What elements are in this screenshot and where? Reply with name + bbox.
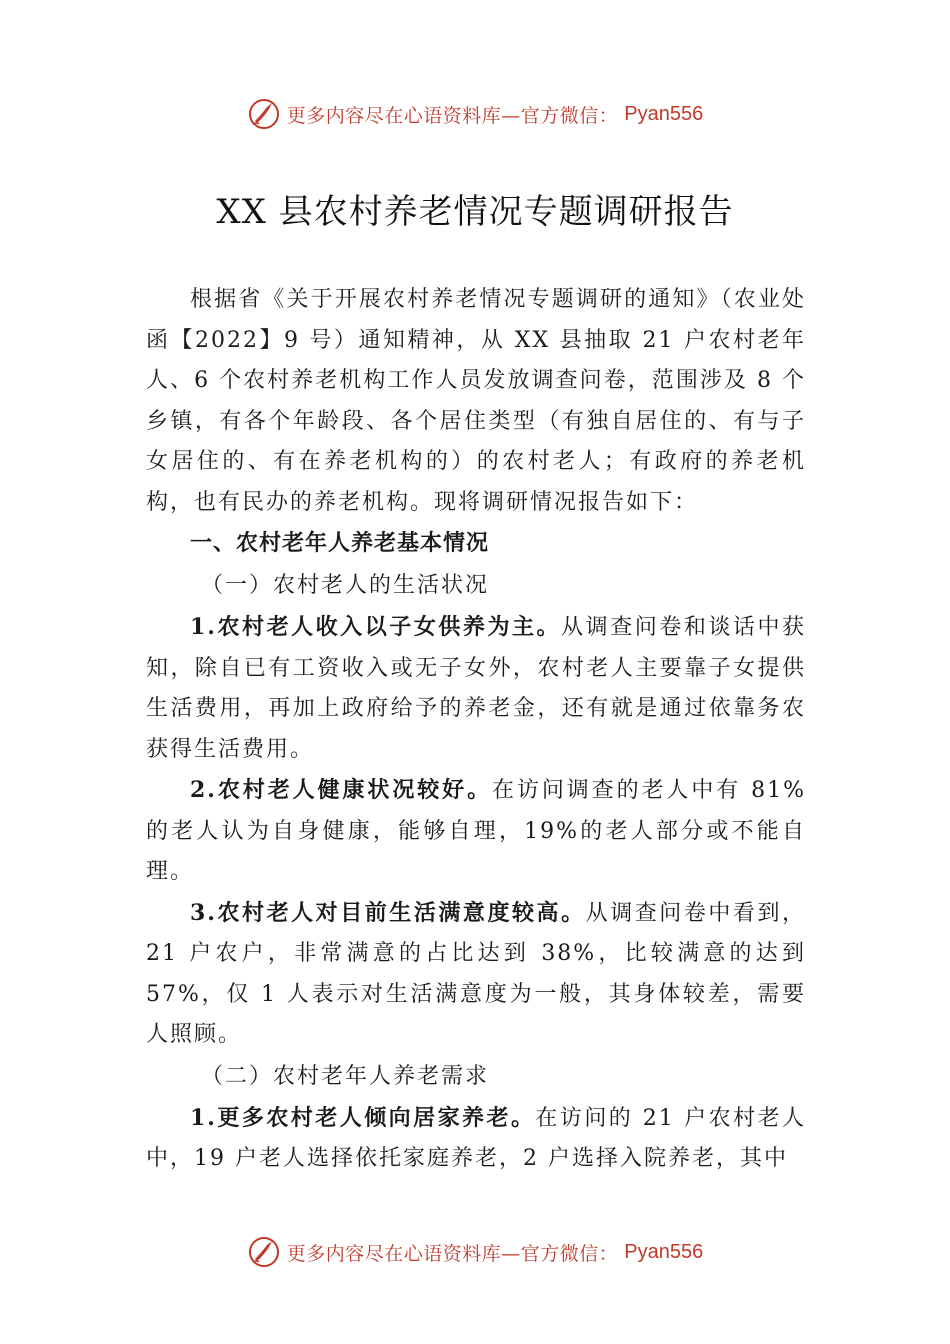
brush-logo-icon xyxy=(247,1235,281,1269)
item-body: 从调查问卷和谈话中获知，除自已有工资收入或无子女外，农村老人主要靠子女提供生活费用，再加上政府给予的养老金，还有就是通过依靠务农获得生活费用。 xyxy=(146,615,806,762)
item-body: 在访问调查的老人中有 81%的老人认为自身健康，能够自理，19%的老人部分或不能自理。 xyxy=(146,778,806,884)
item-lead: 1.农村老人收入以子女供养为主。 xyxy=(190,614,562,640)
item-lead: 2.农村老人健康状况较好。 xyxy=(190,777,492,803)
header-banner xyxy=(0,94,950,134)
subsection-heading: （一）农村老人的生活状况 xyxy=(201,573,490,598)
item-body: 在访问的 21 户农村老人中，19 户老人选择依托家庭养老，2 户选择入院养老，其中 xyxy=(146,1105,807,1171)
banner-text: 更多内容尽在心语资料库—官方微信： xyxy=(286,1242,619,1265)
item-lead: 3.农村老人对目前生活满意度较高。 xyxy=(190,899,586,926)
paragraph-item xyxy=(146,770,806,893)
paragraph-item xyxy=(146,1098,806,1180)
intro-paragraph: 根据省《关于开展农村养老情况专题调研的通知》（农业处函【2022】9 号）通知精神，从 XX 县抽取 21 户农村老年人、6 个农村养老机构工作人员发放调查问卷，范围涉及 8 个乡镇，有各个年龄段、各个居住类型（有独自居住的、有与子女居住的、有在养老机构的）的农村老人；有政府的养老机构，也有民办的养老机构。现将调研情况报告如下： xyxy=(146,287,806,515)
brush-logo-icon xyxy=(247,97,281,131)
paragraph-item xyxy=(146,607,806,770)
banner-wechat-id: Pyan556 xyxy=(624,1240,704,1263)
paragraph-item xyxy=(146,893,806,1056)
subsection-heading: （二）农村老年人养老需求 xyxy=(201,1063,490,1089)
footer-banner xyxy=(0,1232,950,1272)
document-body xyxy=(146,280,806,1180)
document-title: XX 县农村养老情况专题调研报告 xyxy=(216,192,734,232)
item-body: 从调查问卷中看到，21 户农户，非常满意的占比达到 38%，比较满意的达到 57%，仅 1 人表示对生活满意度为一般，其身体较差，需要人照顾。 xyxy=(146,900,806,1047)
section-heading: 一、农村老年人养老基本情况 xyxy=(190,531,490,556)
banner-text: 更多内容尽在心语资料库—官方微信： xyxy=(286,104,619,127)
item-lead: 1.更多农村老人倾向居家养老。 xyxy=(190,1104,536,1131)
banner-wechat-id: Pyan556 xyxy=(624,102,704,125)
